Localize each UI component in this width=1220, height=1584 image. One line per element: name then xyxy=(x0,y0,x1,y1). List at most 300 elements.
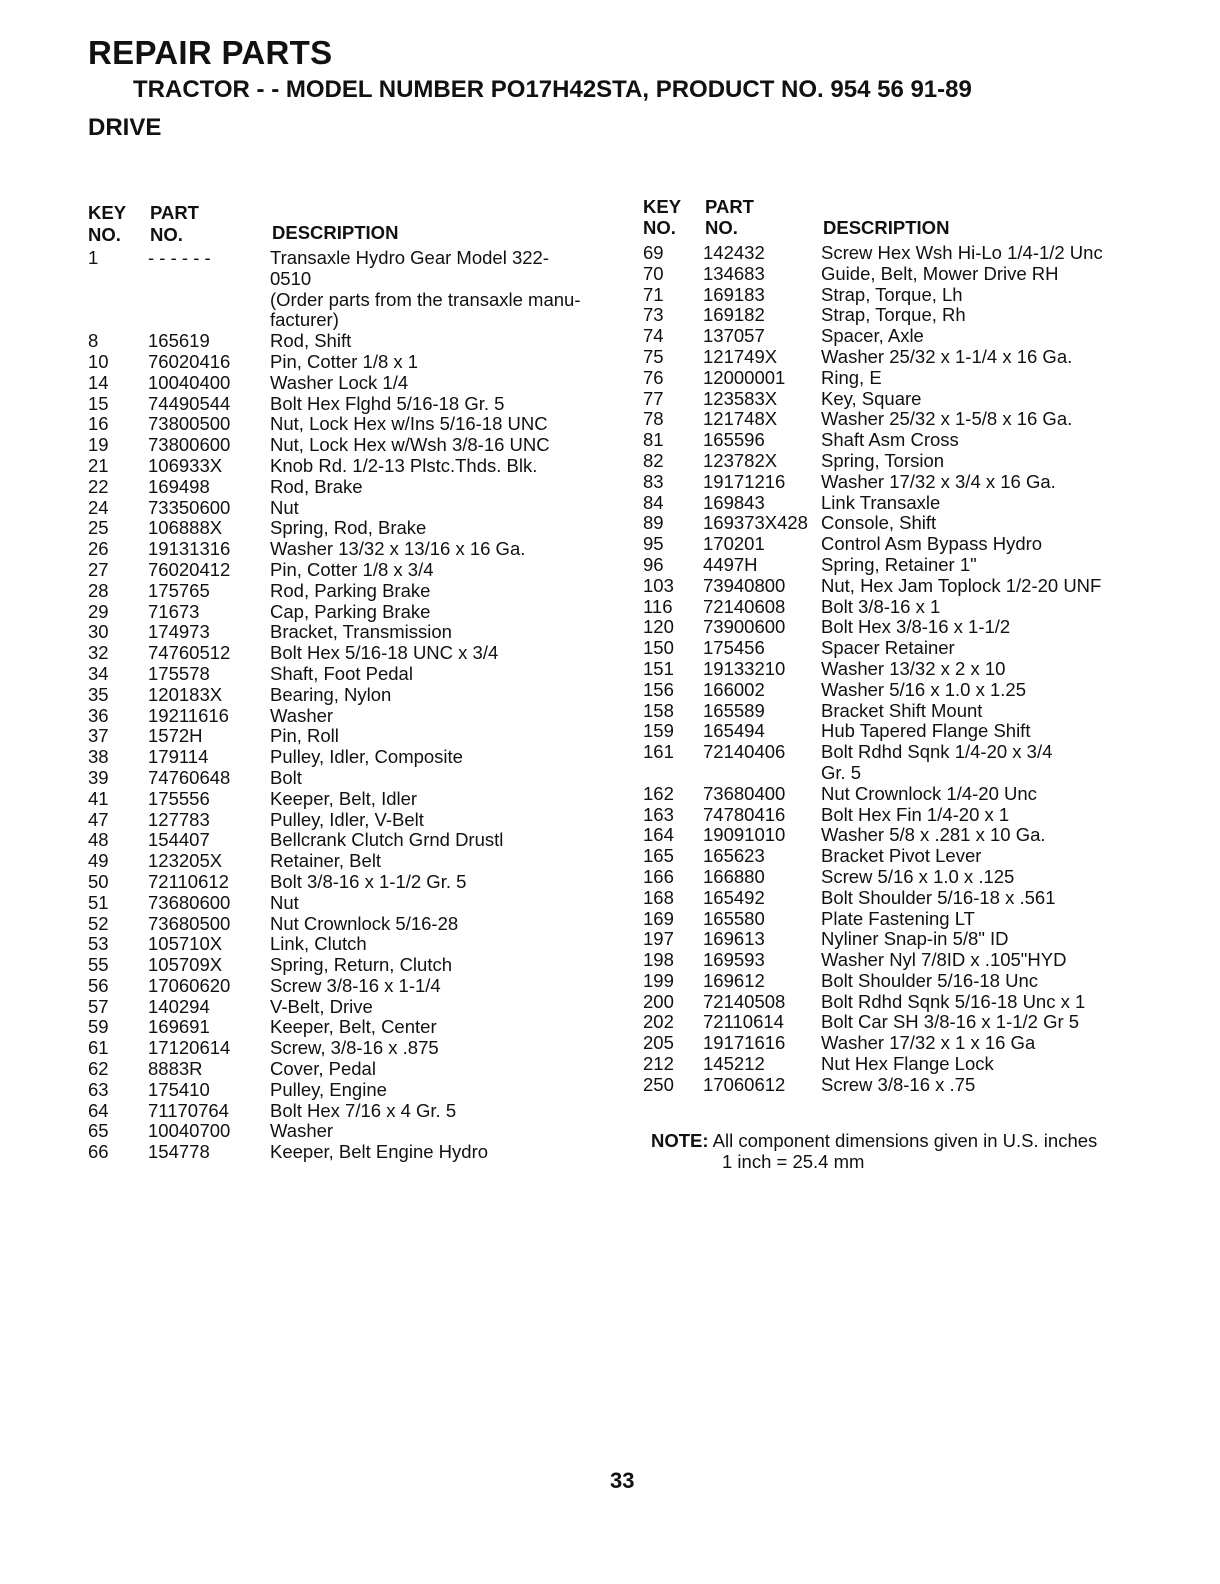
model-subtitle: TRACTOR - - MODEL NUMBER PO17H42STA, PRODUCT NO. 954 56 91-89 xyxy=(133,76,972,103)
part-no: 12000001 xyxy=(703,366,786,388)
part-no: 169373X428 xyxy=(703,512,808,534)
part-no: 169182 xyxy=(703,304,765,326)
part-no: 142432 xyxy=(703,242,765,263)
part-description: Link Transaxle xyxy=(821,491,941,513)
part-no: 169183 xyxy=(703,283,765,305)
key-no: 24 xyxy=(88,496,109,518)
table-row xyxy=(86,997,626,1018)
key-no: 78 xyxy=(643,408,664,430)
key-no: 48 xyxy=(88,829,109,851)
table-row xyxy=(86,955,626,976)
key-no: 49 xyxy=(88,850,109,872)
column-header xyxy=(86,200,626,248)
key-no: 71 xyxy=(643,283,664,305)
key-no: 84 xyxy=(643,491,664,513)
part-no: 169843 xyxy=(703,491,765,513)
part-no: 166880 xyxy=(703,865,765,887)
table-row xyxy=(86,456,626,477)
part-description: Screw 3/8-16 x .75 xyxy=(821,1073,976,1095)
part-description: Bolt Hex 5/16-18 UNC x 3/4 xyxy=(270,642,499,664)
key-no: 36 xyxy=(88,704,109,726)
table-row xyxy=(86,1142,626,1163)
key-no: 38 xyxy=(88,746,109,768)
part-no: 165580 xyxy=(703,907,765,929)
description-header: DESCRIPTION xyxy=(272,222,399,243)
part-description: Bolt Car SH 3/8-16 x 1-1/2 Gr 5 xyxy=(821,1011,1080,1033)
table-row xyxy=(641,305,1141,326)
table-row xyxy=(641,576,1141,597)
table-row xyxy=(86,976,626,997)
table-row xyxy=(86,726,626,747)
table-row xyxy=(641,659,1141,680)
key-no: 166 xyxy=(643,865,674,887)
table-row xyxy=(86,581,626,602)
key-no: 212 xyxy=(643,1053,674,1075)
part-description: Bolt Shoulder 5/16-18 Unc xyxy=(821,969,1038,991)
part-no: 154407 xyxy=(148,829,210,851)
key-no: 27 xyxy=(88,558,109,580)
part-no: 175556 xyxy=(148,787,210,809)
table-row xyxy=(641,597,1141,618)
part-no: 123583X xyxy=(703,387,778,409)
key-no: 163 xyxy=(643,803,674,825)
part-header: PART xyxy=(150,202,199,223)
table-row xyxy=(86,934,626,955)
part-description: Nut xyxy=(270,496,299,518)
key-no: 28 xyxy=(88,579,109,601)
part-description: Strap, Torque, Rh xyxy=(821,304,966,326)
part-description: Retainer, Belt xyxy=(270,850,382,872)
key-no: 15 xyxy=(88,392,109,414)
note-text: All component dimensions given in U.S. inches xyxy=(708,1130,1098,1151)
part-no: 74780416 xyxy=(703,803,786,825)
part-no: 170201 xyxy=(703,533,765,555)
part-description: Pulley, Idler, V-Belt xyxy=(270,808,424,830)
table-row xyxy=(641,513,1141,534)
part-description: Cover, Pedal xyxy=(270,1058,376,1080)
key-no: 169 xyxy=(643,907,674,929)
table-row xyxy=(641,1075,1141,1096)
table-row xyxy=(86,1080,626,1101)
part-no: 17120614 xyxy=(148,1037,231,1059)
table-row xyxy=(86,1059,626,1080)
parts-list-left xyxy=(86,200,626,1163)
key-no: 83 xyxy=(643,470,664,492)
table-row xyxy=(86,789,626,810)
parts-rows xyxy=(86,248,626,1163)
part-no: 145212 xyxy=(703,1053,765,1075)
part-no: 73900600 xyxy=(703,616,786,638)
part-description: Bearing, Nylon xyxy=(270,683,392,705)
key-no: 39 xyxy=(88,766,109,788)
part-no: 72140508 xyxy=(703,990,786,1012)
key-no: 14 xyxy=(88,371,109,393)
table-row xyxy=(641,389,1141,410)
table-row xyxy=(86,1101,626,1122)
key-no: 75 xyxy=(643,345,664,367)
key-no: 69 xyxy=(643,242,664,263)
description-header: DESCRIPTION xyxy=(823,217,950,238)
table-row xyxy=(641,472,1141,493)
part-no: 140294 xyxy=(148,995,210,1017)
part-description: Spring, Retainer 1" xyxy=(821,553,977,575)
key-no: 47 xyxy=(88,808,109,830)
key-no: 59 xyxy=(88,1016,109,1038)
part-description: Screw 3/8-16 x 1-1/4 xyxy=(270,974,441,996)
table-row xyxy=(86,560,626,581)
key-no: 25 xyxy=(88,517,109,539)
part-description: Bolt Hex 3/8-16 x 1-1/2 xyxy=(821,616,1011,638)
part-description: Washer 25/32 x 1-1/4 x 16 Ga. xyxy=(821,345,1073,367)
part-no: 4497H xyxy=(703,553,758,575)
part-no: 127783 xyxy=(148,808,210,830)
table-row xyxy=(641,909,1141,930)
part-description: Keeper, Belt Engine Hydro xyxy=(270,1141,489,1163)
key-no: 22 xyxy=(88,475,109,497)
part-description: Bolt Rdhd Sqnk 5/16-18 Unc x 1 xyxy=(821,990,1086,1012)
part-description: Bolt xyxy=(270,766,302,788)
key-no: 205 xyxy=(643,1032,674,1054)
part-no: 73940800 xyxy=(703,574,786,596)
key-no: 164 xyxy=(643,824,674,846)
part-description: Screw, 3/8-16 x .875 xyxy=(270,1037,439,1059)
key-no: 200 xyxy=(643,990,674,1012)
table-row xyxy=(641,493,1141,514)
key-no: 120 xyxy=(643,616,674,638)
part-no: 134683 xyxy=(703,262,765,284)
key-no: 64 xyxy=(88,1099,109,1121)
table-row xyxy=(86,477,626,498)
part-no: 175765 xyxy=(148,579,210,601)
part-description: Bolt 3/8-16 x 1-1/2 Gr. 5 xyxy=(270,870,467,892)
part-description: Washer 13/32 x 2 x 10 xyxy=(821,657,1006,679)
part-description: Shaft Asm Cross xyxy=(821,429,959,451)
column-header xyxy=(641,195,1141,243)
key-header-no: NO. xyxy=(643,217,676,238)
part-description: Shaft, Foot Pedal xyxy=(270,662,413,684)
key-no: 156 xyxy=(643,678,674,700)
table-row xyxy=(86,893,626,914)
key-no: 37 xyxy=(88,725,109,747)
key-no: 55 xyxy=(88,954,109,976)
table-row xyxy=(641,1033,1141,1054)
part-no: 175410 xyxy=(148,1078,210,1100)
table-row xyxy=(86,1121,626,1142)
part-description: Bolt Hex Fin 1/4-20 x 1 xyxy=(821,803,1010,825)
key-no: 56 xyxy=(88,974,109,996)
part-no: 72110614 xyxy=(703,1011,784,1033)
key-no: 96 xyxy=(643,553,664,575)
table-row xyxy=(641,430,1141,451)
part-no: 74760512 xyxy=(148,642,231,664)
dimension-note xyxy=(651,1130,1097,1172)
part-no: 76020412 xyxy=(148,558,231,580)
table-row xyxy=(86,435,626,456)
parts-list-right xyxy=(641,195,1141,1096)
key-no: 26 xyxy=(88,538,109,560)
part-description: Pulley, Idler, Composite xyxy=(270,746,463,768)
key-no: 57 xyxy=(88,995,109,1017)
key-no: 197 xyxy=(643,928,674,950)
part-no: 121748X xyxy=(703,408,778,430)
part-description: Keeper, Belt, Idler xyxy=(270,787,418,809)
part-description: Key, Square xyxy=(821,387,922,409)
part-no: 71170764 xyxy=(148,1099,229,1121)
key-no: 16 xyxy=(88,413,109,435)
table-row xyxy=(641,285,1141,306)
table-row xyxy=(641,805,1141,826)
table-row xyxy=(86,810,626,831)
part-no: 72110612 xyxy=(148,870,229,892)
key-no: 165 xyxy=(643,845,674,867)
part-no: 169498 xyxy=(148,475,210,497)
table-row xyxy=(641,950,1141,971)
table-row xyxy=(86,872,626,893)
part-no: 169612 xyxy=(703,969,765,991)
key-no: 77 xyxy=(643,387,664,409)
key-no: 73 xyxy=(643,304,664,326)
key-no: 168 xyxy=(643,886,674,908)
key-no: 34 xyxy=(88,662,109,684)
part-no: 73680600 xyxy=(148,891,231,913)
table-row xyxy=(641,721,1141,742)
part-description: Nut Crownlock 5/16-28 xyxy=(270,912,459,934)
table-row xyxy=(86,539,626,560)
table-row xyxy=(641,701,1141,722)
part-description: Control Asm Bypass Hydro xyxy=(821,533,1043,555)
part-description: Spring, Torsion xyxy=(821,449,945,471)
key-no: 8 xyxy=(88,330,99,352)
key-no: 52 xyxy=(88,912,109,934)
key-no: 32 xyxy=(88,642,109,664)
part-no: 72140608 xyxy=(703,595,786,617)
part-description: Knob Rd. 1/2-13 Plstc.Thds. Blk. xyxy=(270,454,538,476)
part-description: Washer 13/32 x 13/16 x 16 Ga. xyxy=(270,538,526,560)
key-no: 150 xyxy=(643,637,674,659)
table-row xyxy=(641,264,1141,285)
part-no: 74760648 xyxy=(148,766,231,788)
part-description: Keeper, Belt, Center xyxy=(270,1016,437,1038)
table-row xyxy=(86,851,626,872)
part-description: Bolt Hex 7/16 x 4 Gr. 5 xyxy=(270,1099,457,1121)
page-number: 33 xyxy=(610,1468,635,1493)
part-description: Hub Tapered Flange Shift xyxy=(821,720,1031,742)
key-no: 162 xyxy=(643,782,674,804)
key-no: 161 xyxy=(643,741,674,763)
table-row xyxy=(86,1017,626,1038)
part-no: 165596 xyxy=(703,429,765,451)
table-row xyxy=(86,518,626,539)
table-row xyxy=(641,638,1141,659)
part-description: Screw Hex Wsh Hi-Lo 1/4-1/2 Unc xyxy=(821,242,1103,263)
part-description: Bolt Shoulder 5/16-18 x .561 xyxy=(821,886,1056,908)
section-title: DRIVE xyxy=(88,114,162,141)
part-no: 106888X xyxy=(148,517,223,539)
key-no: 103 xyxy=(643,574,674,596)
part-description: Rod, Shift xyxy=(270,330,352,352)
key-no: 30 xyxy=(88,621,109,643)
table-row xyxy=(86,768,626,789)
part-description: Bolt 3/8-16 x 1 xyxy=(821,595,941,617)
table-row xyxy=(86,248,626,331)
part-no: 106933X xyxy=(148,454,223,476)
part-description: Washer 5/16 x 1.0 x 1.25 xyxy=(821,678,1026,700)
part-description: V-Belt, Drive xyxy=(270,995,373,1017)
key-header: KEY xyxy=(643,196,682,217)
key-no: 89 xyxy=(643,512,664,534)
key-no: 151 xyxy=(643,657,674,679)
part-description: Washer 17/32 x 1 x 16 Ga xyxy=(821,1032,1036,1054)
part-no: 73800600 xyxy=(148,434,231,456)
table-row xyxy=(641,1012,1141,1033)
part-no: 105710X xyxy=(148,933,223,955)
page-title: REPAIR PARTS xyxy=(88,34,333,71)
part-no: 120183X xyxy=(148,683,223,705)
key-no: 250 xyxy=(643,1073,674,1095)
key-header: KEY xyxy=(88,202,127,223)
part-no: 121749X xyxy=(703,345,778,367)
part-no: 73680400 xyxy=(703,782,786,804)
part-description: Nut Hex Flange Lock xyxy=(821,1053,994,1075)
part-no: 165494 xyxy=(703,720,765,742)
key-no: 66 xyxy=(88,1141,109,1163)
table-row xyxy=(86,830,626,851)
part-no: 123205X xyxy=(148,850,223,872)
key-no: 158 xyxy=(643,699,674,721)
part-description: Washer 25/32 x 1-5/8 x 16 Ga. xyxy=(821,408,1073,430)
part-no: 71673 xyxy=(148,600,200,622)
part-description: Pin, Cotter 1/8 x 3/4 xyxy=(270,558,434,580)
table-row xyxy=(86,498,626,519)
part-description: Guide, Belt, Mower Drive RH xyxy=(821,262,1059,284)
part-no: 166002 xyxy=(703,678,765,700)
key-no: 21 xyxy=(88,454,109,476)
part-no: 169593 xyxy=(703,949,765,971)
part-no: 165623 xyxy=(703,845,765,867)
part-description: Washer 17/32 x 3/4 x 16 Ga. xyxy=(821,470,1056,492)
table-row xyxy=(86,1038,626,1059)
part-description: Cap, Parking Brake xyxy=(270,600,431,622)
part-no: 19171616 xyxy=(703,1032,786,1054)
part-no: 175456 xyxy=(703,637,765,659)
key-no: 74 xyxy=(643,325,664,347)
part-description: Rod, Parking Brake xyxy=(270,579,431,601)
table-row xyxy=(641,929,1141,950)
part-no: 10040700 xyxy=(148,1120,231,1142)
part-description: Bracket Shift Mount xyxy=(821,699,983,721)
part-no: 137057 xyxy=(703,325,765,347)
table-row xyxy=(641,368,1141,389)
part-description: Ring, E xyxy=(821,366,882,388)
table-row xyxy=(641,451,1141,472)
note-label: NOTE: xyxy=(651,1130,709,1151)
parts-rows xyxy=(641,243,1141,1096)
part-no: 175578 xyxy=(148,662,210,684)
part-no: 17060620 xyxy=(148,974,231,996)
table-row xyxy=(641,867,1141,888)
table-row xyxy=(641,971,1141,992)
part-no: 154778 xyxy=(148,1141,210,1163)
table-row xyxy=(86,685,626,706)
note-conversion: 1 inch = 25.4 mm xyxy=(722,1151,865,1172)
table-row xyxy=(641,680,1141,701)
part-no: 165589 xyxy=(703,699,765,721)
part-header-no: NO. xyxy=(150,224,183,245)
table-row xyxy=(86,706,626,727)
key-no: 202 xyxy=(643,1011,674,1033)
part-description: Plate Fastening LT xyxy=(821,907,975,929)
part-description: Pin, Roll xyxy=(270,725,339,747)
part-description: Pin, Cotter 1/8 x 1 xyxy=(270,350,419,372)
part-description: Washer 5/8 x .281 x 10 Ga. xyxy=(821,824,1046,846)
part-description: Washer Nyl 7/8ID x .105"HYD xyxy=(821,949,1067,971)
part-no: - - - - - - xyxy=(148,247,211,268)
part-description: Spring, Rod, Brake xyxy=(270,517,427,539)
part-no: 19211616 xyxy=(148,704,229,726)
table-row xyxy=(86,622,626,643)
part-description: Screw 5/16 x 1.0 x .125 xyxy=(821,865,1015,887)
table-row xyxy=(641,326,1141,347)
part-no: 76020416 xyxy=(148,350,231,372)
part-no: 19091010 xyxy=(703,824,786,846)
part-description: Washer Lock 1/4 xyxy=(270,371,409,393)
table-row xyxy=(641,825,1141,846)
part-no: 174973 xyxy=(148,621,210,643)
part-description: Transaxle Hydro Gear Model 322- 0510 (Order parts from the transaxle manu- facturer) xyxy=(270,247,581,331)
part-no: 165492 xyxy=(703,886,765,908)
part-no: 1572H xyxy=(148,725,203,747)
part-description: Spring, Return, Clutch xyxy=(270,954,453,976)
table-row xyxy=(641,617,1141,638)
key-no: 82 xyxy=(643,449,664,471)
table-row xyxy=(641,742,1141,784)
part-description: Spacer Retainer xyxy=(821,637,955,659)
key-no: 35 xyxy=(88,683,109,705)
part-no: 8883R xyxy=(148,1058,203,1080)
part-no: 169613 xyxy=(703,928,765,950)
table-row xyxy=(86,352,626,373)
part-no: 10040400 xyxy=(148,371,231,393)
table-row xyxy=(86,394,626,415)
key-no: 62 xyxy=(88,1058,109,1080)
table-row xyxy=(86,747,626,768)
part-description: Bolt Hex Flghd 5/16-18 Gr. 5 xyxy=(270,392,505,414)
part-description: Washer xyxy=(270,1120,334,1142)
table-row xyxy=(641,243,1141,264)
key-no: 70 xyxy=(643,262,664,284)
table-row xyxy=(641,1054,1141,1075)
part-description: Nut, Lock Hex w/Wsh 3/8-16 UNC xyxy=(270,434,550,456)
part-description: Link, Clutch xyxy=(270,933,367,955)
table-row xyxy=(641,784,1141,805)
part-no: 123782X xyxy=(703,449,778,471)
table-row xyxy=(86,664,626,685)
part-description: Nut, Lock Hex w/Ins 5/16-18 UNC xyxy=(270,413,548,435)
part-description: Bracket, Transmission xyxy=(270,621,452,643)
part-no: 19171216 xyxy=(703,470,786,492)
key-no: 51 xyxy=(88,891,109,913)
table-row xyxy=(641,347,1141,368)
part-no: 165619 xyxy=(148,330,210,352)
key-no: 61 xyxy=(88,1037,109,1059)
key-no: 199 xyxy=(643,969,674,991)
part-description: Spacer, Axle xyxy=(821,325,924,347)
part-description: Console, Shift xyxy=(821,512,937,534)
part-no: 72140406 xyxy=(703,741,786,763)
part-description: Bracket Pivot Lever xyxy=(821,845,982,867)
table-row xyxy=(641,888,1141,909)
part-no: 19131316 xyxy=(148,538,231,560)
